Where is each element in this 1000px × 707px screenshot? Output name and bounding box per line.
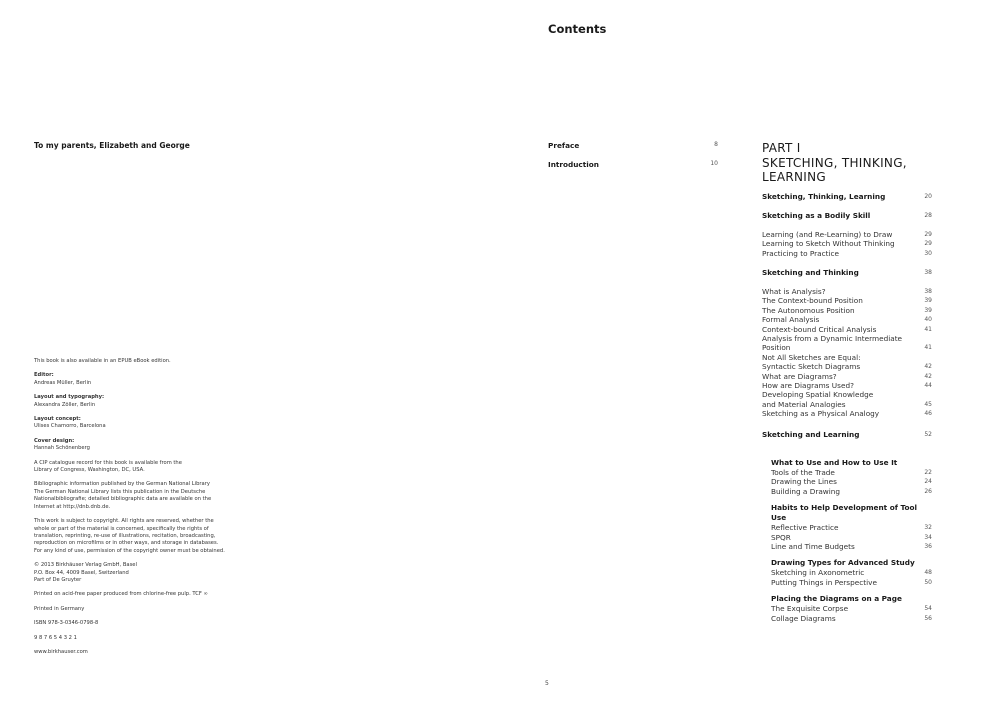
exercise-group-title: Drawing Types for Advanced Study: [771, 558, 915, 568]
toc-item[interactable]: Learning to Sketch Without Thinking 29: [762, 239, 932, 249]
section-page: 28: [924, 212, 932, 219]
exercise-group: [771, 503, 932, 551]
concept-name: Ulises Chamorro, Barcelona: [34, 423, 106, 430]
toc-section[interactable]: [762, 430, 932, 440]
toc-entry-preface[interactable]: [548, 141, 718, 150]
section-title: Sketching, Thinking, Learning: [762, 192, 886, 201]
toc-item[interactable]: Sketching as a Physical Analogy 46: [762, 409, 932, 419]
toc-item[interactable]: How are Diagrams Used? 44: [762, 381, 932, 391]
toc-item[interactable]: Context-bound Critical Analysis 41: [762, 324, 932, 334]
printed-in: Printed in Germany: [34, 605, 85, 612]
toc-item[interactable]: What is Analysis? 38: [762, 287, 932, 296]
section-title: Sketching and Learning: [762, 430, 860, 439]
toc-item[interactable]: The Exquisite Corpse 54: [771, 604, 932, 614]
ebook-note: This book is also available in an EPUB eBook edition.: [34, 358, 171, 364]
concept-credit: [34, 416, 249, 431]
toc-item[interactable]: Collage Diagrams 56: [771, 613, 932, 623]
exercise-group-title: Placing the Diagrams on a Page: [771, 594, 902, 604]
exercise-group-title: What to Use and How to Use It: [771, 458, 898, 467]
concept-label: Layout concept:: [34, 416, 81, 423]
toc-entry-page: 10: [710, 160, 718, 167]
cover-label: Cover design:: [34, 437, 75, 444]
exercise-group: [771, 558, 932, 587]
toc-entry-label: Introduction: [548, 160, 599, 169]
exercise-group: [771, 458, 932, 496]
bibliographic-note: Bibliographic information published by the German National Library The German National Library lists this publication in the Deutsche Nationalbibliografie; detailed bibliographic data are available on the Internet at http://dnb.dnb.de.: [34, 481, 212, 510]
toc-item-group: [762, 287, 932, 419]
editor-name: Andreas Müller, Berlin: [34, 379, 92, 386]
section-page: 20: [924, 193, 932, 200]
toc-item[interactable]: The Context-bound Position 39: [762, 296, 932, 306]
section-page: 52: [924, 431, 932, 438]
toc-entry-page: 8: [714, 141, 718, 148]
toc-item[interactable]: Learning (and Re-Learning) to Draw 29: [762, 230, 932, 239]
toc-item[interactable]: Drawing the Lines 24: [771, 477, 932, 487]
toc-item[interactable]: Developing Spatial Knowledge and Material Analogies 45: [762, 390, 932, 409]
layout-name: Alexandra Zöller, Berlin: [34, 401, 96, 408]
page-number: 5: [545, 680, 549, 687]
paper-note: Printed on acid-free paper produced from chlorine-free pulp. TCF ∞: [34, 591, 208, 598]
toc-item[interactable]: Practicing to Practice 30: [762, 248, 932, 258]
exercise-box: [771, 458, 932, 630]
toc-item[interactable]: SPQR 34: [771, 532, 932, 542]
toc-item[interactable]: Formal Analysis 40: [762, 315, 932, 325]
dedication: To my parents, Elizabeth and George: [34, 141, 190, 150]
toc-item[interactable]: Putting Things in Perspective 50: [771, 577, 932, 587]
part-title-line-1: SKETCHING, THINKING,: [762, 155, 907, 170]
section-title: Sketching as a Bodily Skill: [762, 211, 871, 220]
toc-item[interactable]: Line and Time Budgets 36: [771, 542, 932, 552]
isbn: ISBN 978-3-0346-0798-8: [34, 620, 99, 627]
toc-item[interactable]: What are Diagrams? 42: [762, 371, 932, 381]
toc-entry-introduction[interactable]: [548, 160, 718, 169]
page-title: Contents: [548, 22, 607, 36]
section-title: Sketching and Thinking: [762, 268, 859, 277]
layout-label: Layout and typography:: [34, 394, 105, 401]
part-heading: [762, 141, 907, 185]
toc-entry-label: Preface: [548, 141, 580, 150]
toc-item[interactable]: Building a Drawing 26: [771, 486, 932, 496]
section-page: 38: [924, 269, 932, 276]
toc-section[interactable]: [762, 192, 932, 202]
part-title-line-2: LEARNING: [762, 170, 827, 184]
cover-name: Hannah Schönenberg: [34, 445, 90, 452]
toc-section[interactable]: [762, 211, 932, 221]
layout-credit: [34, 394, 249, 409]
printing-line: 9 8 7 6 5 4 3 2 1: [34, 634, 77, 641]
editor-label: Editor:: [34, 372, 54, 379]
part-label: PART I: [762, 141, 801, 155]
toc-item[interactable]: Tools of the Trade 22: [771, 468, 932, 477]
publisher-info: © 2013 Birkhäuser Verlag GmbH, Basel P.O. Box 44, 4009 Basel, Switzerland Part of De Gruyter: [34, 562, 137, 583]
toc-item[interactable]: Not All Sketches are Equal: Syntactic Sketch Diagrams 42: [762, 352, 932, 372]
toc-item[interactable]: Reflective Practice 32: [771, 523, 932, 533]
exercise-group-title: Habits to Help Development of Tool Use: [771, 503, 917, 523]
imprint-block: [34, 358, 249, 663]
toc-item[interactable]: The Autonomous Position 39: [762, 305, 932, 315]
editor-credit: [34, 372, 249, 387]
publisher-url[interactable]: www.birkhauser.com: [34, 648, 88, 655]
cip-note: A CIP catalogue record for this book is available from the Library of Congress, Washington, DC, USA.: [34, 459, 182, 474]
toc-section[interactable]: [762, 268, 932, 278]
copyright-note: This work is subject to copyright. All rights are reserved, whether the whole or part of the material is concerned, specifically the rights of translation, reprinting, re-use of illustrations, recitation, broadcasting, reproduction on microfilms or in other ways, and storage in databases. For any kind of use, permission of the copyright owner must be obtained.: [34, 518, 225, 554]
exercise-group: [771, 594, 932, 623]
toc-item[interactable]: Analysis from a Dynamic Intermediate Position 41: [762, 334, 932, 353]
toc-item[interactable]: Sketching in Axonometric 48: [771, 568, 932, 578]
cover-credit: [34, 438, 249, 453]
toc-item-group: [762, 230, 932, 258]
